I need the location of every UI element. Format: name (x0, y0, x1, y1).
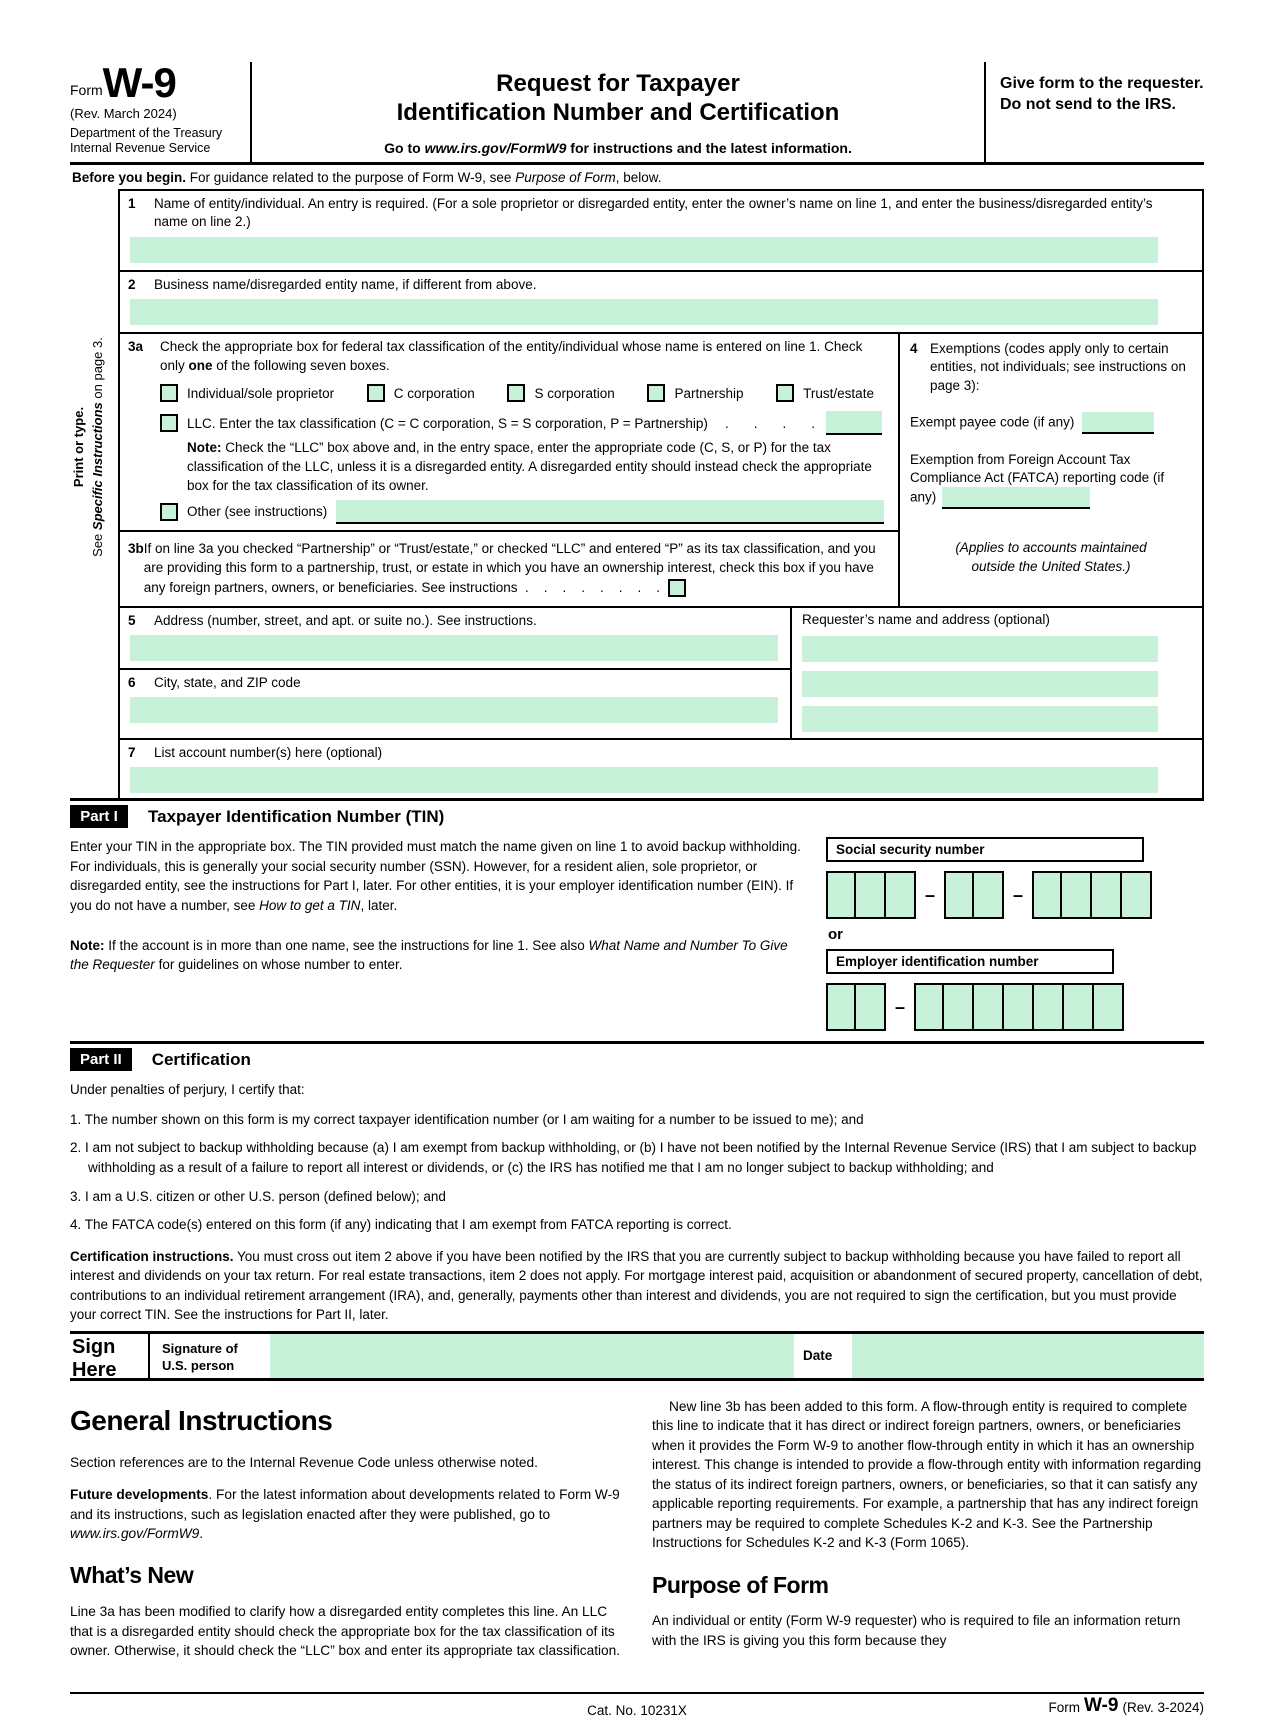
option-s-corporation (507, 384, 614, 402)
goto-suffix: for instructions and the latest information. (566, 139, 852, 156)
instructions-columns (70, 1397, 1204, 1674)
signature-label: Signature of U.S. person (148, 1334, 270, 1378)
form-header (70, 59, 1204, 165)
line3a-number: 3a (128, 339, 144, 355)
exempt-payee-code-input[interactable] (1082, 412, 1154, 434)
specific-instructions-label: Specific Instructions (89, 401, 105, 530)
ssn-dash2: – (1013, 884, 1024, 905)
tin-instructions: Enter your TIN in the appropriate box. The TIN provided must match the name given on line 1 to avoid backup withholding. For individuals, this is generally your social security number (SSN). However, for a resident alien, sole proprietor, or disregarded entity, see the instructions for Part I, later. For other entities, it is your employer identification number (EIN). If you do not have a number, see How to get a TIN, later. (70, 839, 801, 913)
part2-header (70, 1041, 1204, 1074)
whats-new-title: What’s New (70, 1562, 194, 1589)
line2-row (120, 272, 1202, 334)
section-references: Section references are to the Internal Revenue Code unless otherwise noted. (70, 1454, 538, 1470)
line1-number: 1 (128, 195, 136, 211)
line2-business-name-input[interactable] (130, 299, 1158, 325)
requester-input-2[interactable] (802, 671, 1158, 697)
page-footer (70, 1692, 1204, 1726)
line3a-block (120, 334, 898, 531)
purpose-of-form-title: Purpose of Form (652, 1571, 829, 1598)
option-individual (160, 384, 334, 402)
option-trust-estate (776, 384, 874, 402)
part2-badge: Part II (70, 1048, 132, 1071)
requester-input-3[interactable] (802, 706, 1158, 732)
certify-item-1: 1. The number shown on this form is my correct taxpayer identification number (or I am waiting for a number to be issued to me); and (70, 1111, 864, 1127)
other-label: Other (see instructions) (187, 504, 328, 520)
or-label: or (828, 926, 843, 944)
footer-form-id (1049, 1696, 1205, 1715)
classification-options (120, 376, 898, 404)
see-label: See (89, 529, 105, 557)
sign-here-row (70, 1331, 1204, 1381)
goto-instruction (268, 140, 968, 156)
line7-label: List account number(s) here (optional) (154, 745, 383, 761)
ssn-cells (826, 871, 1204, 919)
line6-row (120, 670, 790, 723)
ssn-digit-cell[interactable] (1062, 871, 1092, 919)
purpose-paragraph: An individual or entity (Form W-9 requester) who is required to file an information return with the IRS is giving you this form because they (652, 1613, 1181, 1648)
address-section (120, 608, 1202, 740)
part1-title: Taxpayer Identification Number (TIN) (148, 806, 445, 826)
label-c-corporation: C corporation (393, 385, 475, 401)
line5-number: 5 (128, 613, 136, 629)
note-bold: Note: (187, 440, 222, 456)
checkbox-c-corporation[interactable] (367, 384, 385, 402)
line2-label: Business name/disregarded entity name, if different from above. (154, 277, 537, 293)
ein-digit-cell[interactable] (914, 983, 944, 1031)
date-label: Date (803, 1348, 833, 1364)
ssn-digit-cell[interactable] (886, 871, 916, 919)
requester-label: Requester’s name and address (optional) (802, 612, 1050, 628)
label-s-corporation: S corporation (534, 385, 615, 401)
date-input[interactable] (852, 1334, 1204, 1378)
future-developments: Future developments. For the latest information about developments related to Form W-9 and its instructions, such as legislation enacted after they were published, go to www.irs.gov/FormW9. (70, 1487, 620, 1542)
checkbox-llc[interactable] (160, 414, 178, 432)
llc-label: LLC. Enter the tax classification (C = C corporation, S = S corporation, P = Partnership) (187, 415, 708, 431)
line3b-foreign-partners-checkbox[interactable] (668, 579, 686, 597)
give-form-notice: Give form to the requester. Do not send to the IRS. (1000, 75, 1204, 113)
fatca-label: Exemption from Foreign Account Tax Compliance Act (FATCA) reporting code (if any) (910, 451, 1165, 505)
ein-cells (826, 983, 1204, 1031)
part1-body (70, 831, 1204, 1031)
before-italic: Purpose of Form (515, 169, 616, 185)
form-revision: (Rev. March 2024) (70, 105, 177, 121)
ein-digit-cell[interactable] (1034, 983, 1064, 1031)
ssn-digit-cell[interactable] (944, 871, 974, 919)
before-you-begin (70, 165, 1204, 189)
fatca-code-input[interactable] (942, 487, 1090, 509)
certify-item-3: 3. I am a U.S. citizen or other U.S. person (defined below); and (70, 1188, 446, 1204)
form-title-block (250, 62, 986, 162)
right-column (652, 1397, 1204, 1674)
requester-input-1[interactable] (802, 636, 1158, 662)
account-numbers-input[interactable] (130, 767, 1158, 793)
before-end: , below. (615, 169, 662, 185)
sign-here-label: Sign Here (72, 1335, 117, 1381)
classification-section (120, 334, 1202, 608)
city-state-zip-input[interactable] (130, 697, 778, 723)
note-text: Check the “LLC” box above and, in the entry space, enter the appropriate code (C, S, or P) for the tax classification of the LLC, unless it is a disregarded entity. A disregarded entity should instead check the appropriate box for the tax classification of its owner. (187, 440, 872, 493)
ssn-digit-cell[interactable] (826, 871, 856, 919)
ssn-digit-cell[interactable] (1122, 871, 1152, 919)
before-bold: Before you begin. (72, 169, 187, 185)
part1-header (70, 798, 1204, 831)
line7-row (120, 740, 1202, 793)
llc-note (120, 436, 898, 496)
checkbox-partnership[interactable] (647, 384, 665, 402)
certify-intro: Under penalties of perjury, I certify that: (70, 1082, 305, 1098)
part1-badge: Part I (70, 805, 128, 828)
form-title-line2: Identification Number and Certification (396, 98, 840, 126)
exempt-payee-label: Exempt payee code (if any) (910, 414, 1075, 430)
goto-prefix: Go to (384, 139, 425, 156)
line3b-explanation: New line 3b has been added to this form. A flow-through entity is required to complete this line to indicate that it has direct or indirect foreign partners, owners, or beneficiaries when it provides the Form W-9 to another flow-through entity in which it has an ownership interest. This change is intended to provide a flow-through entity with information regarding the status of its indirect foreign partners, owners, or beneficiaries, so that it can satisfy any applicable reporting requirements. For example, a partnership that has any indirect foreign partners may be required to complete Schedules K-2 and K-3. See the Partnership Instructions for Schedules K-2 and K-3 (Form 1065). (652, 1398, 1202, 1551)
whats-new-paragraph: Line 3a has been modified to clarify how a disregarded entity completes this line. An LLC that is a disregarded entity should check the appropriate box for the tax classification of its owner. Otherwise, it should check the “LLC” box and enter its appropriate tax classification. (70, 1604, 621, 1659)
line6-label: City, state, and ZIP code (154, 675, 301, 691)
certification-instructions: Certification instructions. You must cross out item 2 above if you have been notified by the IRS that you are currently subject to backup withholding because you have failed to report all interest and dividends on your tax return. For real estate transactions, item 2 does not apply. For mortgage interest paid, acquisition or abandonment of secured property, cancellation of debt, contributions to an individual retirement arrangement (IRA), and, generally, payments other than interest and dividends, you are not required to sign the certification, but you must provide your correct TIN. See the instructions for Part II, later. (70, 1248, 1203, 1323)
certify-item-4: 4. The FATCA code(s) entered on this form (if any) indicating that I am exempt from FATCA reporting is correct. (70, 1217, 732, 1233)
fatca-row (910, 451, 1192, 509)
tin-note: Note: If the account is in more than one name, see the instructions for line 1. See also What Name and Number To Give the Requester for guidelines on whose number to enter. (70, 937, 788, 973)
department-line1: Department of the Treasury (70, 125, 223, 140)
line3b-label: If on line 3a you checked “Partnership” or “Trust/estate,” or checked “LLC” and entered “P” as its tax classification, and you are providing this form to a partnership, trust, or estate in which you have an ownership interest, check this box if you have any foreign partners, owners, or beneficiaries. See instructions . . . . . . . . (144, 539, 886, 598)
label-partnership: Partnership (674, 385, 744, 401)
footer-revision: (Rev. 3-2024) (1122, 1699, 1204, 1715)
box4-number: 4 (910, 341, 918, 357)
ein-digit-cell[interactable] (1094, 983, 1124, 1031)
general-instructions-title: General Instructions (70, 1404, 333, 1436)
option-c-corporation (367, 384, 475, 402)
line6-number: 6 (128, 675, 136, 691)
exempt-payee-row (910, 412, 1192, 434)
line5-label: Address (number, street, and apt. or suite no.). See instructions. (154, 613, 537, 629)
line3b-dot-leader: . . . . . . . . (517, 579, 660, 595)
on-page-label: on page 3. (89, 336, 105, 402)
catalog-number: Cat. No. 10231X (587, 1702, 687, 1718)
footer-form-number: W-9 (1084, 1694, 1119, 1716)
certify-item-2: 2. I am not subject to backup withholding because (a) I am exempt from backup withholding, or (b) I have not been notified by the Internal Revenue Service (IRS) that I am subject to backup withholding as a result of a failure to report all interest or dividends, or (c) the IRS has notified me that I am no longer subject to backup withholding; and (70, 1140, 1197, 1175)
label-individual: Individual/sole proprietor (187, 385, 335, 401)
box4-title: Exemptions (codes apply only to certain entities, not individuals; see instructions on page 3): (930, 341, 1186, 393)
certification-section (70, 1080, 1204, 1325)
line3b-block (120, 532, 898, 607)
form-title-line1: Request for Taxpayer (496, 70, 740, 97)
checkbox-s-corporation[interactable] (507, 384, 525, 402)
ssn-digit-cell[interactable] (856, 871, 886, 919)
ein-digit-cell[interactable] (944, 983, 974, 1031)
other-entry[interactable] (336, 500, 884, 524)
checkbox-individual-sole-proprietor[interactable] (160, 384, 178, 402)
option-partnership (647, 384, 743, 402)
checkbox-other[interactable] (160, 503, 178, 521)
footer-form-word: Form (1048, 1699, 1080, 1715)
box4-exemptions (900, 334, 1202, 606)
address-input[interactable] (130, 635, 778, 661)
line7-number: 7 (128, 745, 136, 761)
line1-name-input[interactable] (130, 237, 1158, 263)
form-id-block (70, 59, 250, 162)
ein-digit-cell[interactable] (826, 983, 856, 1031)
line2-number: 2 (128, 277, 136, 293)
ein-digit-cell[interactable] (856, 983, 886, 1031)
requester-box (792, 608, 1202, 738)
form-number: W-9 (102, 59, 176, 106)
llc-classification-entry[interactable] (826, 411, 882, 435)
ssn-digit-cell[interactable] (974, 871, 1004, 919)
llc-dot-leader: . . . . (724, 415, 817, 431)
line3b-number: 3b (128, 540, 144, 556)
line1-label: Name of entity/individual. An entry is required. (For a sole proprietor or disregarded entity, enter the owner’s name on line 1, and enter the business/disregarded entity’s name on line 2.) (154, 195, 1153, 230)
ein-label: Employer identification number (826, 949, 1114, 974)
ein-digit-cell[interactable] (974, 983, 1004, 1031)
line3a-label: Check the appropriate box for federal tax classification of the entity/individual whose name is entered on line 1. Check only one of the following seven boxes. (160, 339, 863, 374)
ssn-digit-cell[interactable] (1032, 871, 1062, 919)
department-line2: Internal Revenue Service (70, 141, 211, 156)
ein-dash: – (895, 996, 906, 1017)
applies-note: (Applies to accounts maintained outside the United States.) (955, 540, 1147, 574)
line5-row (120, 608, 790, 670)
before-text: For guidance related to the purpose of Form W-9, see (186, 169, 516, 185)
left-column (70, 1397, 622, 1674)
llc-row (120, 404, 898, 436)
signature-input[interactable] (270, 1334, 794, 1378)
ein-digit-cell[interactable] (1064, 983, 1094, 1031)
irs-url: www.irs.gov/FormW9 (424, 139, 567, 156)
other-row (120, 496, 898, 524)
ein-digit-cell[interactable] (1004, 983, 1034, 1031)
print-or-type-label: Print or type. (71, 406, 86, 487)
ssn-dash: – (925, 884, 936, 905)
checkbox-trust-estate[interactable] (776, 384, 794, 402)
print-or-type-sidebar (70, 189, 118, 799)
line1-row (120, 191, 1202, 273)
form-body (70, 189, 1204, 799)
ssn-digit-cell[interactable] (1092, 871, 1122, 919)
label-trust-estate: Trust/estate (803, 385, 874, 401)
part2-title: Certification (151, 1049, 251, 1069)
tin-boxes (826, 837, 1204, 1031)
ssn-label: Social security number (826, 837, 1144, 862)
form-word: Form (70, 81, 103, 98)
